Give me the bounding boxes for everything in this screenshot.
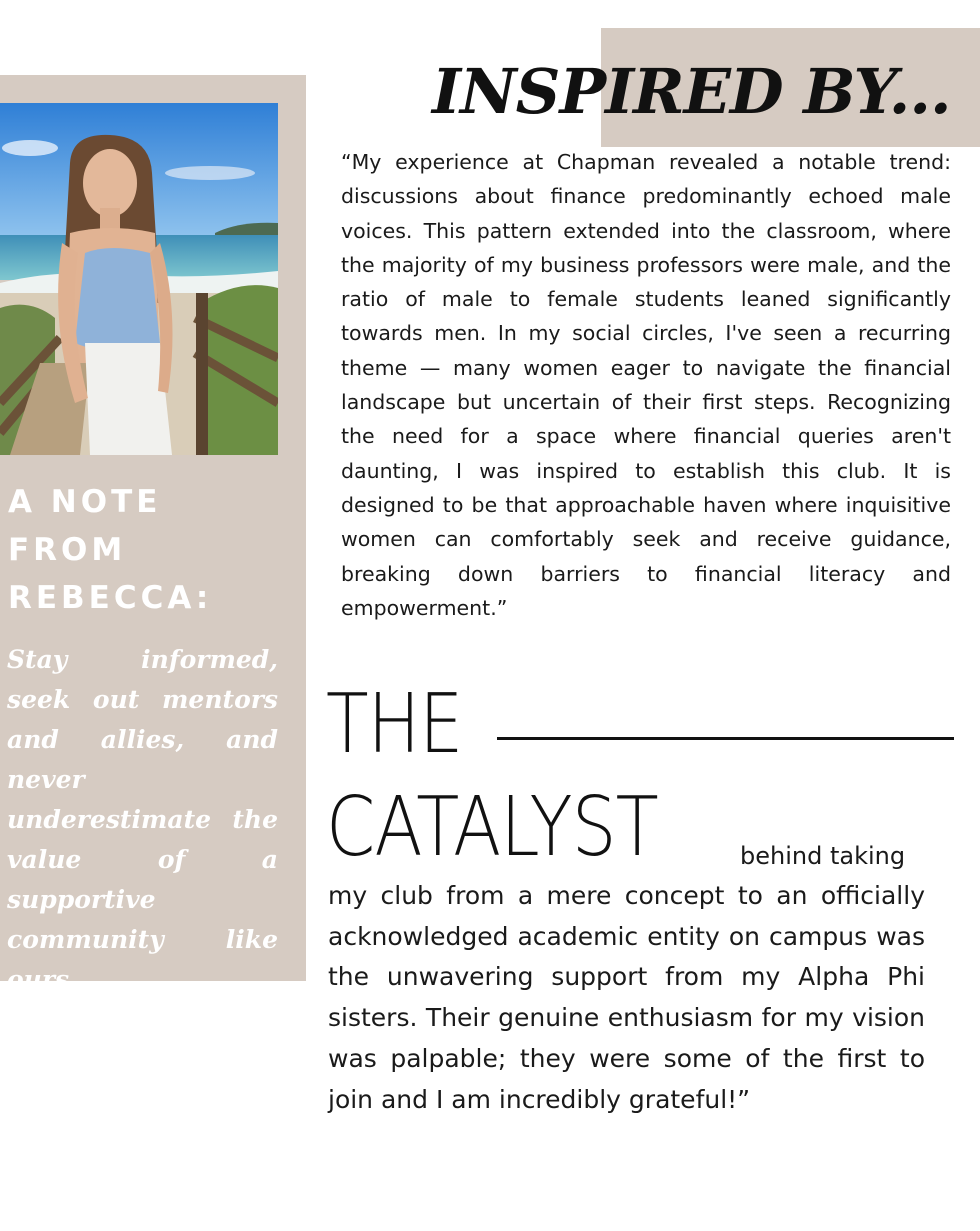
page-title: INSPIRED BY... [432,55,951,128]
heading-rule [497,737,954,740]
heading-the: THE [326,677,463,772]
profile-photo [0,103,278,455]
heading-catalyst: CATALYST [326,780,658,875]
catalyst-body-text: my club from a mere concept to an officially acknowledged academic entity on campus was the unwavering support from my Alpha Phi sisters. Their genuine enthusiasm for my vision was palpable; they were some of the first to join and I am incredibly grateful!” [328,881,925,1114]
note-heading: A NOTE FROM REBECCA: [8,484,213,616]
quote-text: “My experience at Chapman revealed a notable trend: discussions about finance predominantly echoed male voices. This pattern extended into the classroom, where the majority of my business professors were male, and the ratio of male to female students leaned significantly towards men. In my social circles, I've seen a recurring theme — many women eager to navigate the financial landscape but uncertain of their first steps. Recognizing the need for a space where financial queries aren't daunting, I was inspired to establish this club. It is designed to be that approachable haven where inquisitive women can comfortably seek and receive guidance, breaking down barriers to financial literacy and empowerment.” [341,150,951,620]
note-body: Stay informed, seek out mentors and allies, and never underestimate the value of a supportive community like ours. [7,645,278,994]
catalyst-lead-text: behind taking [740,842,906,870]
